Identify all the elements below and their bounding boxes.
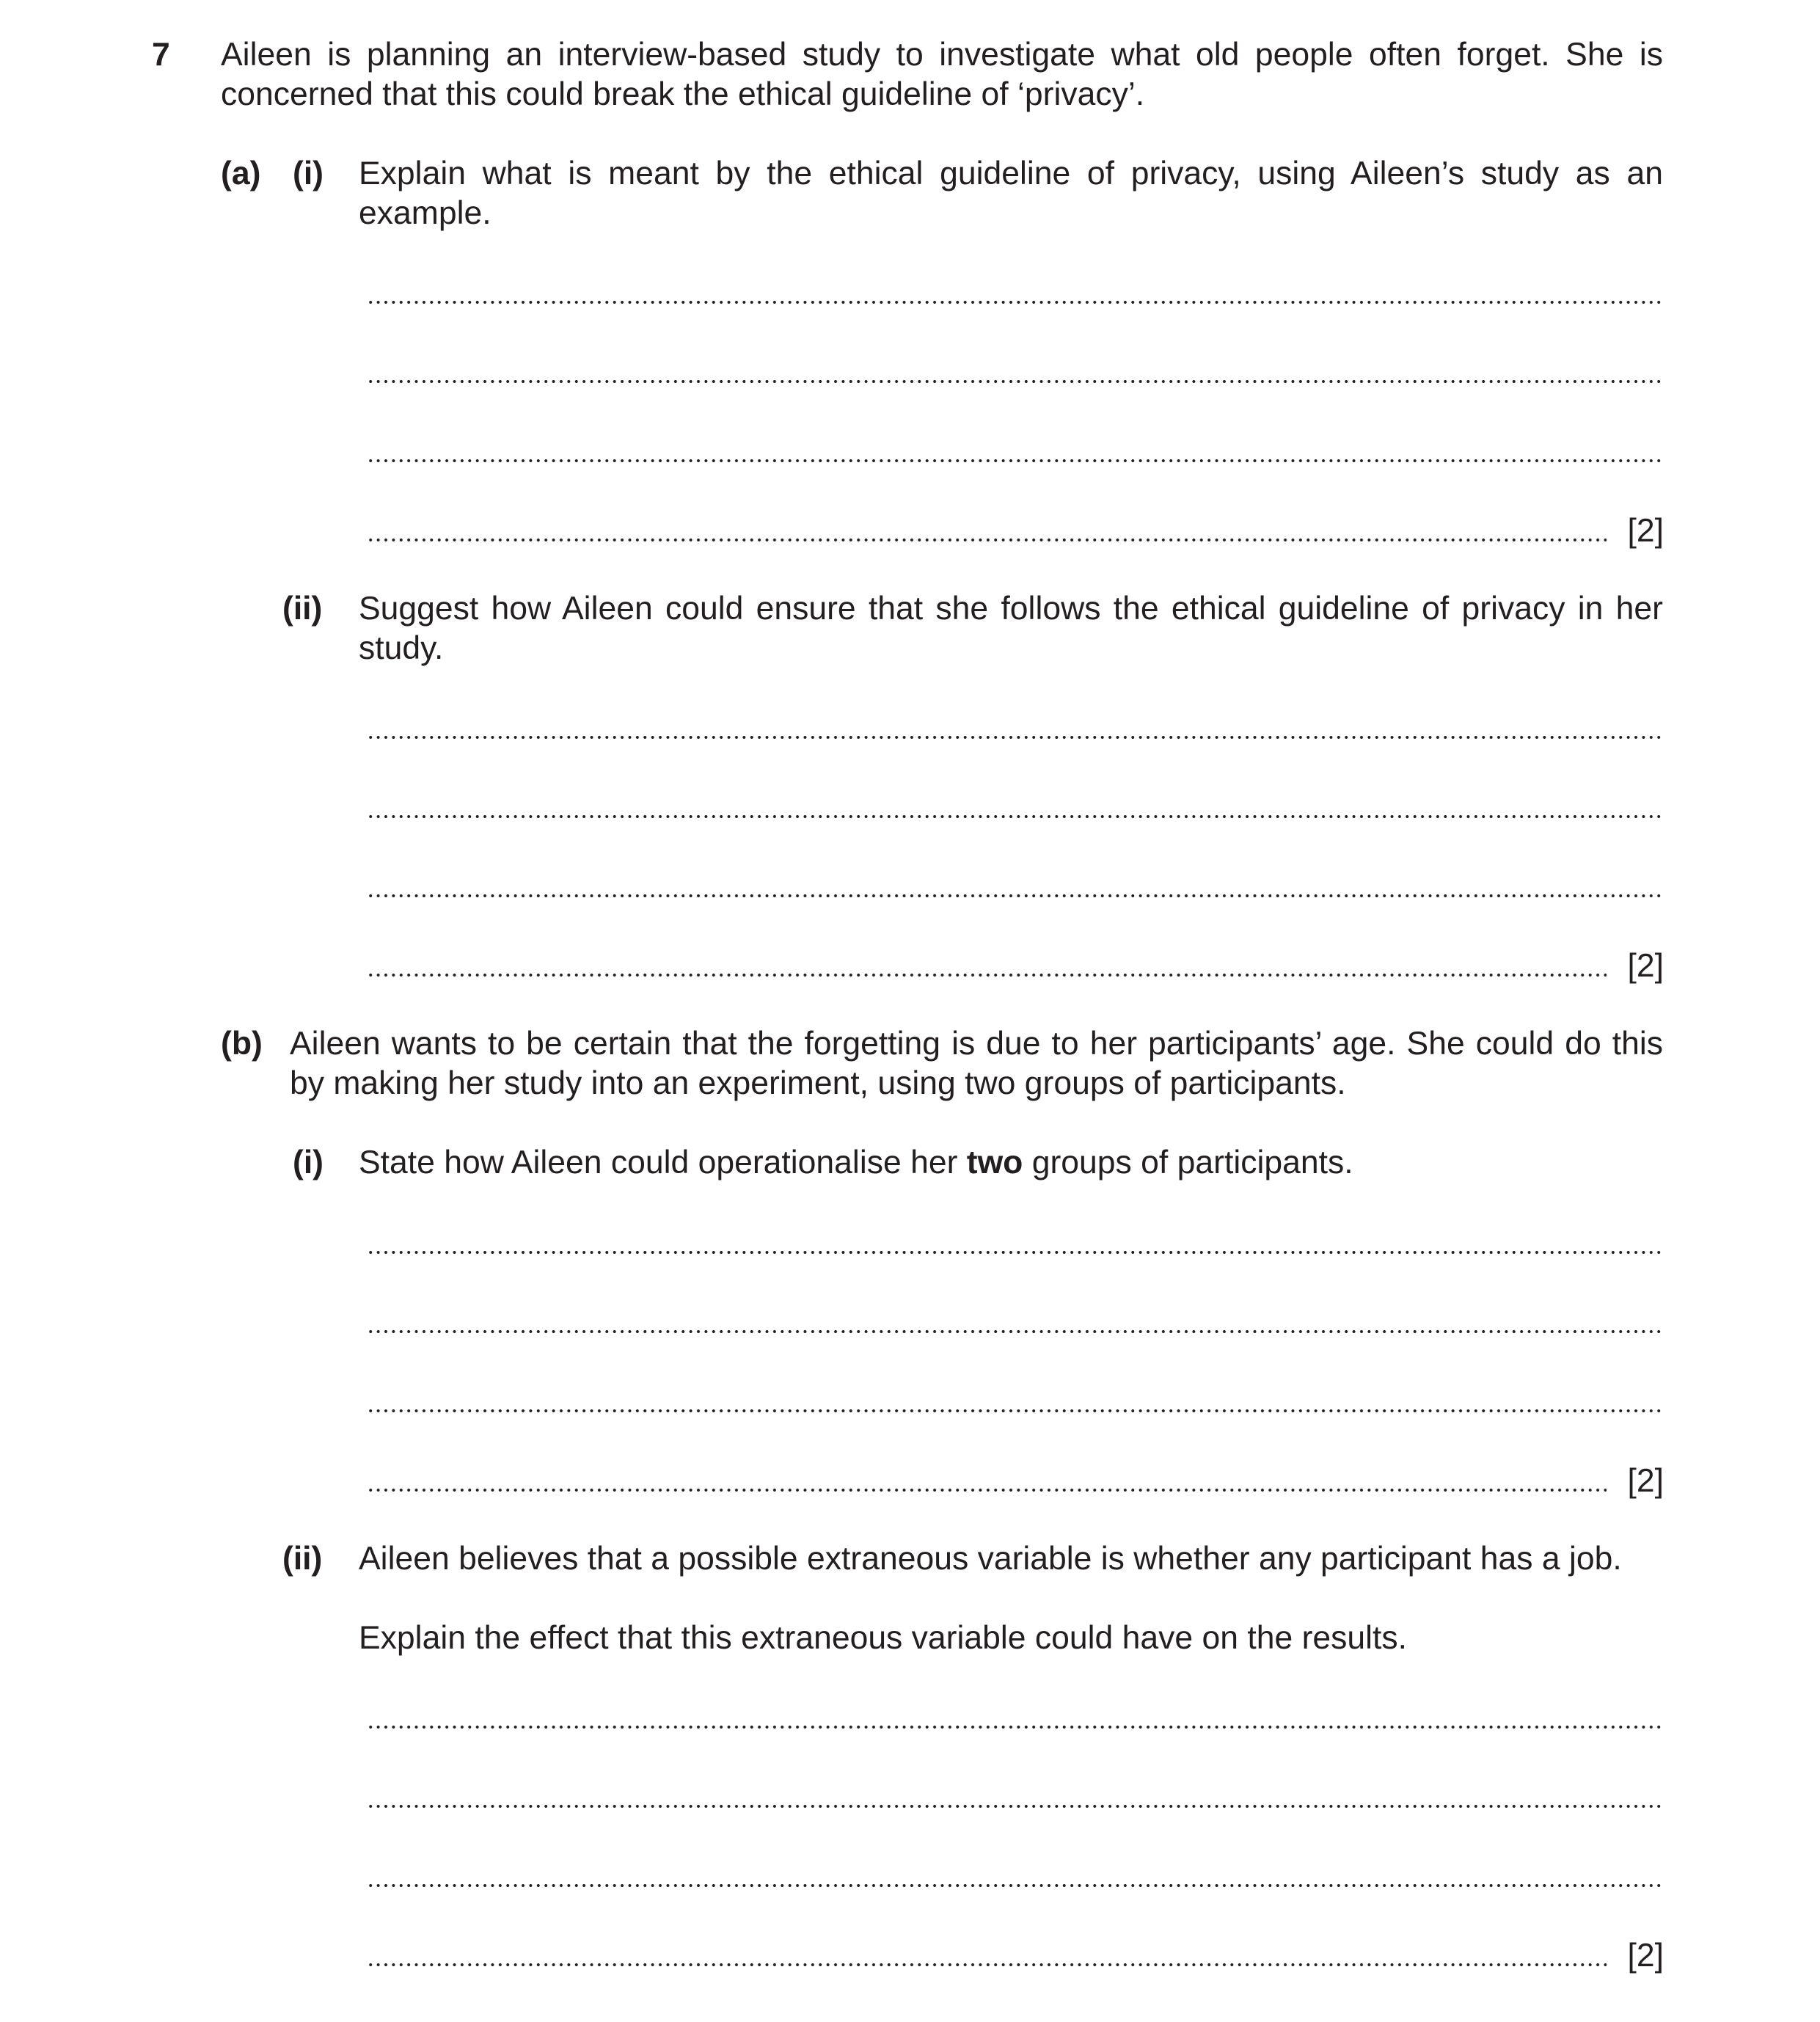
part-b-i-label: (i) <box>293 1145 324 1180</box>
part-b-i-prompt <box>359 1143 1663 1183</box>
answer-line[interactable] <box>367 380 1662 383</box>
marks-label: [2] <box>1627 1938 1664 1974</box>
part-b-ii-label: (ii) <box>282 1541 323 1577</box>
marks-label: [2] <box>1627 1463 1664 1499</box>
answer-line[interactable] <box>367 459 1662 462</box>
marks-label: [2] <box>1627 513 1664 549</box>
question-number: 7 <box>152 37 170 73</box>
part-b-prompt: Aileen wants to be certain that the forgetting is due to her participants’ age. She could do this by making her study into an experiment, using two groups of participants. <box>290 1026 1663 1101</box>
part-b-i-prompt-end: groups of participants. <box>1023 1145 1353 1180</box>
part-a-ii-prompt: Suggest how Aileen could ensure that she follows the ethical guideline of privacy in her study. <box>359 591 1663 666</box>
part-a-i-prompt: Explain what is meant by the ethical guideline of privacy, using Aileen’s study as an example. <box>359 156 1663 231</box>
part-a-label: (a) <box>221 156 261 191</box>
answer-line[interactable] <box>367 539 1607 541</box>
part-a-i-label: (i) <box>293 156 324 191</box>
answer-line[interactable] <box>367 301 1662 304</box>
emphasis-two: two <box>966 1145 1023 1180</box>
answer-line[interactable] <box>367 1409 1662 1412</box>
part-b-i-prompt-start: State how Aileen could operationalise her <box>359 1145 967 1180</box>
answer-line[interactable] <box>367 894 1662 897</box>
answer-line[interactable] <box>367 1330 1662 1333</box>
part-b-label: (b) <box>221 1026 263 1062</box>
answer-line[interactable] <box>367 1251 1662 1254</box>
question-stem: Aileen is planning an interview-based study to investigate what old people often forget. She is concerned that this could break the ethical guideline of ‘privacy’. <box>221 37 1663 112</box>
answer-line[interactable] <box>367 1489 1607 1492</box>
answer-line[interactable] <box>367 1884 1662 1887</box>
part-a-ii-label: (ii) <box>282 591 323 627</box>
marks-label: [2] <box>1627 948 1664 984</box>
answer-line[interactable] <box>367 1963 1607 1966</box>
answer-line[interactable] <box>367 736 1662 739</box>
answer-line[interactable] <box>367 1805 1662 1808</box>
answer-line[interactable] <box>367 815 1662 818</box>
part-b-ii-instruction: Explain the effect that this extraneous variable could have on the results. <box>359 1620 1407 1656</box>
part-b-ii-prompt: Aileen believes that a possible extraneous variable is whether any participant has a job. <box>359 1541 1622 1577</box>
answer-line[interactable] <box>367 1726 1662 1729</box>
answer-line[interactable] <box>367 974 1607 977</box>
